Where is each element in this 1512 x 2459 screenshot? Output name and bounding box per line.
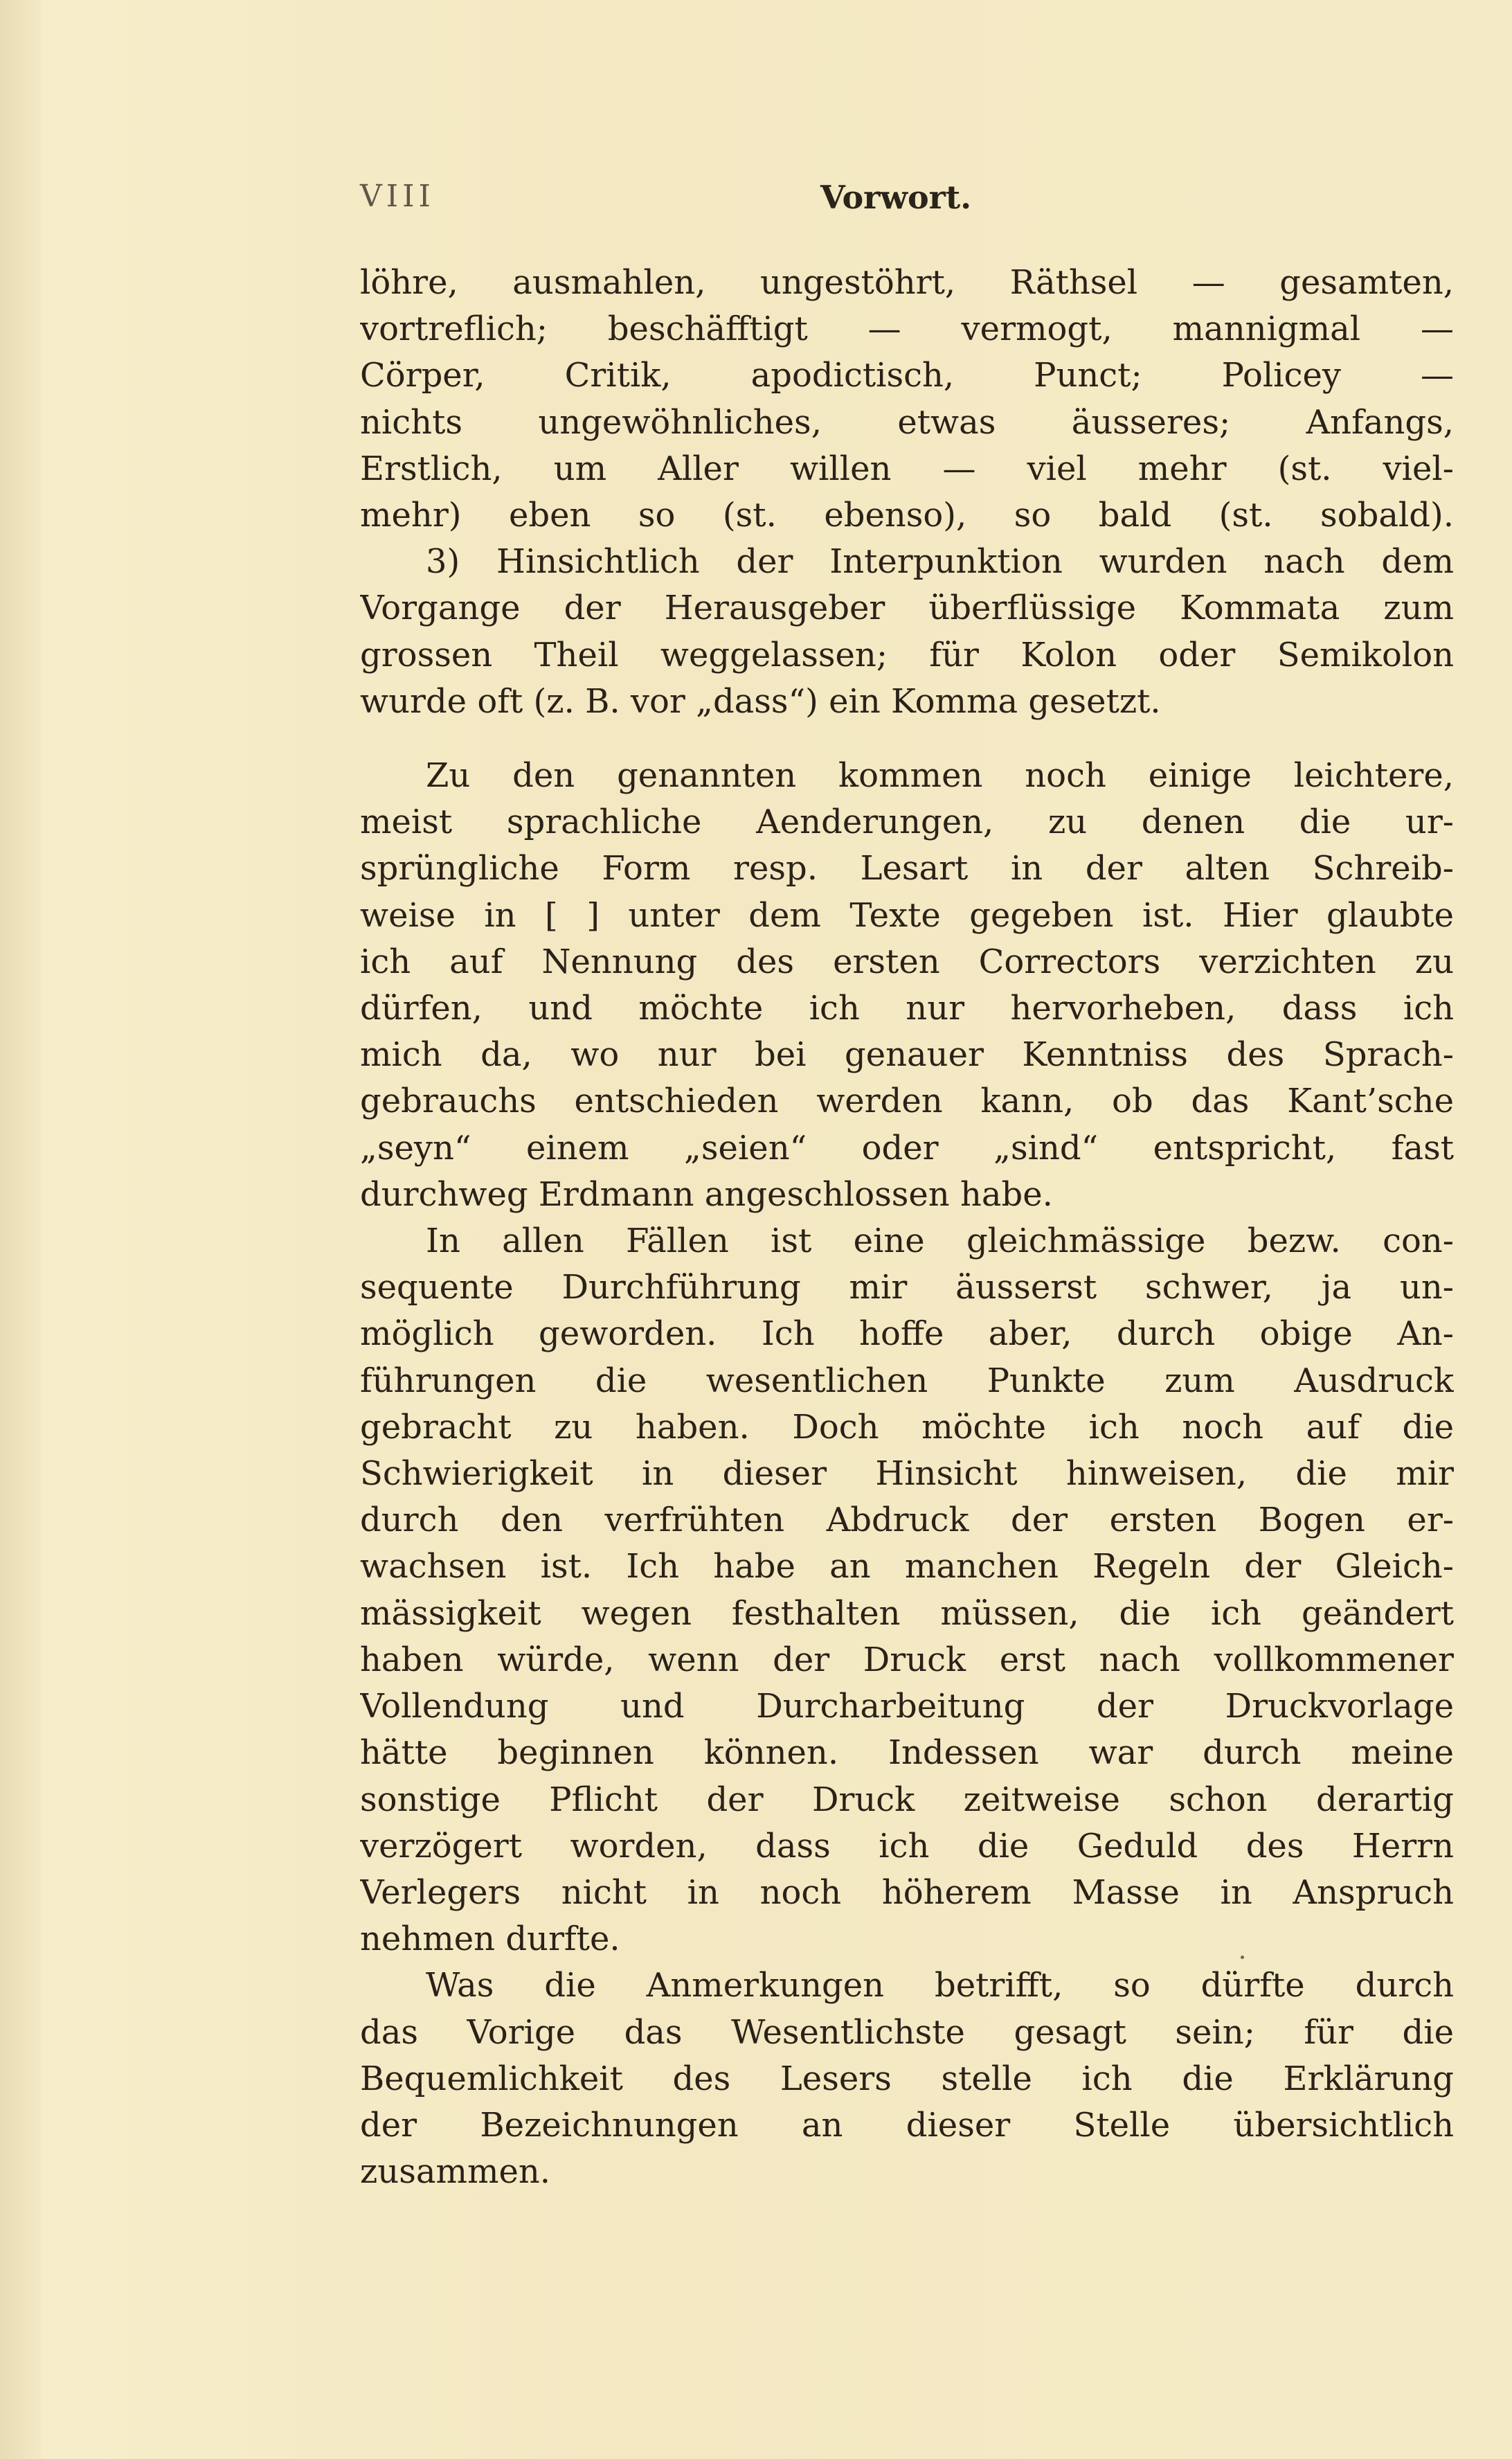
paragraph-2 bbox=[360, 539, 1454, 725]
paragraph-4 bbox=[360, 1218, 1454, 1962]
text-line: Vorgange der Herausgeber überflüssige Kommata zum bbox=[360, 589, 1454, 628]
text-line: ich auf Nennung des ersten Correctors verzichten zu bbox=[360, 942, 1454, 981]
text-line: zusammen. bbox=[360, 2152, 551, 2192]
page-header bbox=[360, 179, 1454, 227]
text-line: Was die Anmerkungen betrifft, so dürfte durch bbox=[426, 1966, 1454, 2005]
text-line: 3) Hinsichtlich der Interpunktion wurden nach dem bbox=[426, 542, 1454, 582]
text-line: sequente Durchführung mir äusserst schwer, ja un- bbox=[360, 1268, 1454, 1307]
text-line: dürfen, und möchte ich nur hervorheben, dass ich bbox=[360, 989, 1454, 1028]
text-line: mich da, wo nur bei genauer Kenntniss des Sprach- bbox=[360, 1035, 1454, 1075]
page-number: VIII bbox=[360, 179, 435, 214]
text-line: verzögert worden, dass ich die Geduld des Herrn bbox=[360, 1826, 1454, 1866]
ink-speck bbox=[1241, 1956, 1244, 1959]
paragraph-5 bbox=[360, 1962, 1454, 2195]
text-line: weise in [ ] unter dem Texte gegeben ist. Hier glaubte bbox=[360, 895, 1454, 935]
text-line: wachsen ist. Ich habe an manchen Regeln der Gleich- bbox=[360, 1547, 1454, 1586]
paragraph-3 bbox=[360, 753, 1454, 1218]
text-line: haben würde, wenn der Druck erst nach vollkommener bbox=[360, 1640, 1454, 1679]
page-binding-shadow bbox=[0, 0, 42, 2459]
text-line: das Vorige das Wesentlichste gesagt sein; für die bbox=[360, 2012, 1454, 2052]
text-line: gebrauchs entschieden werden kann, ob das Kant’sche bbox=[360, 1082, 1454, 1121]
text-line: nichts ungewöhnliches, etwas äusseres; Anfangs, bbox=[360, 402, 1454, 442]
text-line: wurde oft (z. B. vor „dass“) ein Komma gesetzt. bbox=[360, 681, 1161, 721]
text-line: möglich geworden. Ich hoffe aber, durch obige An- bbox=[360, 1314, 1454, 1354]
text-line: durch den verfrühten Abdruck der ersten Bogen er- bbox=[360, 1501, 1454, 1540]
text-line: vortreflich; beschäfftigt — vermogt, mannigmal — bbox=[360, 310, 1454, 349]
text-line: Zu den genannten kommen noch einige leichtere, bbox=[426, 756, 1454, 796]
text-line: hätte beginnen können. Indessen war durch meine bbox=[360, 1733, 1454, 1773]
text-line: In allen Fällen ist eine gleichmässige bezw. con- bbox=[426, 1222, 1454, 1261]
running-title: Vorwort. bbox=[820, 179, 972, 216]
text-line: meist sprachliche Aenderungen, zu denen die ur- bbox=[360, 803, 1454, 842]
paragraph-spacer bbox=[360, 725, 1454, 753]
text-line: Verlegers nicht in noch höherem Masse in Anspruch bbox=[360, 1872, 1454, 1912]
text-line: gebracht zu haben. Doch möchte ich noch auf die bbox=[360, 1407, 1454, 1447]
text-line: mehr) eben so (st. ebenso), so bald (st. sobald). bbox=[360, 496, 1454, 535]
text-line: Bequemlichkeit des Lesers stelle ich die Erklärung bbox=[360, 2059, 1454, 2098]
text-line: führungen die wesentlichen Punkte zum Ausdruck bbox=[360, 1361, 1454, 1400]
paragraph-1 bbox=[360, 260, 1454, 539]
text-line: mässigkeit wegen festhalten müssen, die ich geändert bbox=[360, 1593, 1454, 1633]
text-line: durchweg Erdmann angeschlossen habe. bbox=[360, 1174, 1053, 1214]
text-line: Cörper, Critik, apodictisch, Punct; Policey — bbox=[360, 356, 1454, 395]
text-line: Erstlich, um Aller willen — viel mehr (st. viel- bbox=[360, 449, 1454, 488]
text-line: grossen Theil weggelassen; für Kolon oder Semikolon bbox=[360, 635, 1454, 674]
text-line: „seyn“ einem „seien“ oder „sind“ entspricht, fast bbox=[360, 1128, 1454, 1168]
body-text bbox=[360, 260, 1454, 2195]
text-line: nehmen durfte. bbox=[360, 1920, 620, 1959]
text-line: der Bezeichnungen an dieser Stelle übersichtlich bbox=[360, 2105, 1454, 2145]
text-line: Schwierigkeit in dieser Hinsicht hinweisen, die mir bbox=[360, 1454, 1454, 1494]
text-line: Vollendung und Durcharbeitung der Druckvorlage bbox=[360, 1687, 1454, 1726]
text-line: löhre, ausmahlen, ungestöhrt, Räthsel — gesamten, bbox=[360, 263, 1454, 302]
text-line: sonstige Pflicht der Druck zeitweise schon derartig bbox=[360, 1780, 1454, 1819]
text-line: sprüngliche Form resp. Lesart in der alten Schreib- bbox=[360, 849, 1454, 888]
